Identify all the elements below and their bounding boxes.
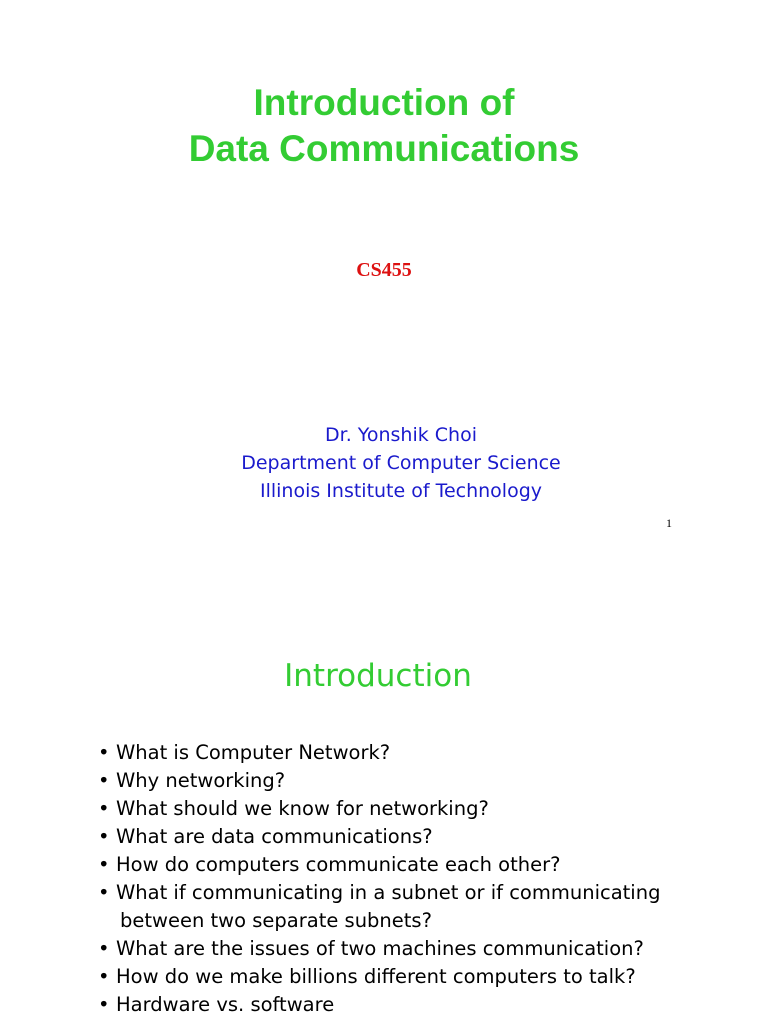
bullet-icon: • — [98, 825, 110, 848]
bullet-icon: • — [98, 769, 110, 792]
bullet-icon: • — [98, 965, 110, 988]
bullet-item — [98, 935, 748, 963]
bullet-text: What should we know for networking? — [116, 797, 489, 820]
bullet-text: What are data communications? — [116, 825, 433, 848]
bullet-icon: • — [98, 881, 110, 904]
bullet-text: How do we make billions different computers to talk? — [116, 965, 636, 988]
bullet-item — [98, 879, 748, 907]
bullet-item — [98, 795, 748, 823]
section-title: Introduction — [284, 658, 472, 694]
author-name: Dr. Yonshik Choi — [325, 424, 477, 446]
bullet-icon: • — [98, 937, 110, 960]
bullet-item — [98, 851, 748, 879]
bullet-text: Hardware vs. software — [116, 993, 335, 1016]
slide-title-line-1: Introduction of — [253, 82, 515, 123]
bullet-text: How do computers communicate each other? — [116, 853, 561, 876]
bullet-item — [98, 823, 748, 851]
author-department: Department of Computer Science — [241, 452, 561, 474]
bullet-item — [98, 991, 748, 1019]
bullet-text: What are the issues of two machines communication? — [116, 937, 644, 960]
bullet-icon: • — [98, 797, 110, 820]
bullet-continuation — [98, 907, 748, 935]
bullet-icon: • — [98, 993, 110, 1016]
slide-2 — [0, 560, 768, 1024]
bullet-list — [98, 739, 748, 1019]
author-institution: Illinois Institute of Technology — [259, 480, 543, 502]
bullet-text: Why networking? — [116, 769, 286, 792]
slide-title-line-2: Data Communications — [188, 128, 580, 169]
bullet-item — [98, 767, 748, 795]
course-code: CS455 — [356, 259, 412, 281]
bullet-item — [98, 739, 748, 767]
bullet-icon: • — [98, 853, 110, 876]
bullet-icon: • — [98, 741, 110, 764]
bullet-text: between two separate subnets? — [120, 909, 432, 932]
bullet-item — [98, 963, 748, 991]
page-number: 1 — [666, 516, 672, 530]
bullet-text: What is Computer Network? — [116, 741, 391, 764]
bullet-text: What if communicating in a subnet or if communicating — [116, 881, 661, 904]
